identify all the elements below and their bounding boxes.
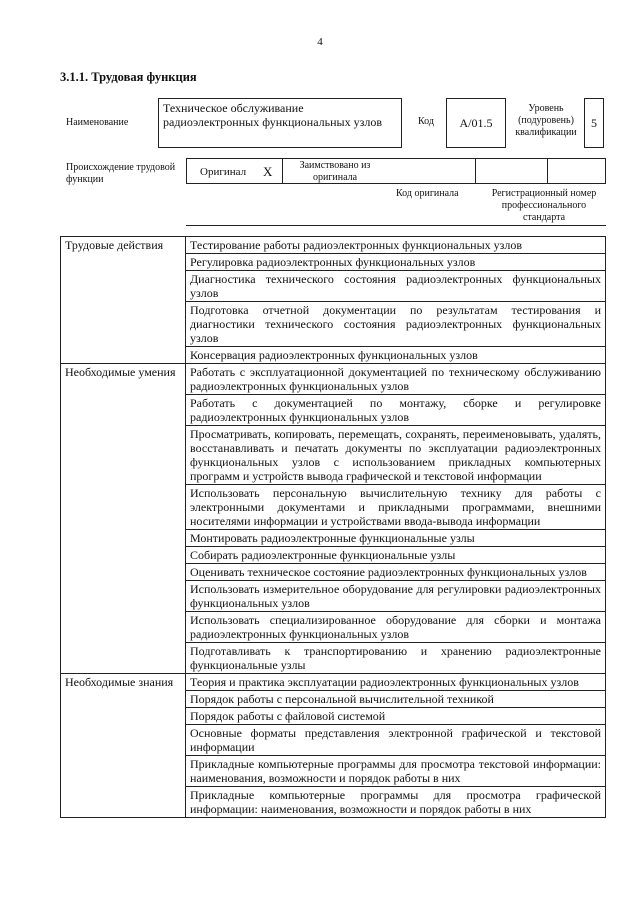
name-label: Наименование [66, 117, 129, 128]
page-number: 4 [317, 36, 323, 48]
table-cell: Консервация радиоэлектронных функциональных узлов [186, 347, 606, 364]
table-cell: Подготовка отчетной документации по результатам тестирования и диагностики технического состояния радиоэлектронных функциональных узлов [186, 302, 606, 347]
table-cell: Порядок работы с персональной вычислительной техникой [186, 691, 606, 708]
table-cell: Прикладные компьютерные программы для просмотра графической информации: наименования, возможности и порядок работы в них [186, 787, 606, 818]
category-cell: Необходимые знания [61, 674, 186, 818]
code-original-label: Код оригинала [396, 188, 459, 199]
function-code: А/01.5 [446, 98, 506, 148]
code-label: Код [418, 116, 434, 127]
table-cell: Работать с эксплуатационной документацией по техническому обслуживанию радиоэлектронных функциональных узлов [186, 364, 606, 395]
borrowed-label: Заимствовано из оригинала [299, 160, 371, 183]
table-row [61, 237, 606, 254]
table-cell: Использовать измерительное оборудование для регулировки радиоэлектронных функциональных узлов [186, 581, 606, 612]
table-cell: Использовать специализированное оборудование для сборки и монтажа радиоэлектронных функциональных узлов [186, 612, 606, 643]
table-cell: Работать с документацией по монтажу, сборке и регулировке радиоэлектронных функциональных узлов [186, 395, 606, 426]
origin-label: Происхождение трудовой функции [66, 162, 176, 185]
table-cell: Основные форматы представления электронной графической и текстовой информации [186, 725, 606, 756]
table-cell: Прикладные компьютерные программы для просмотра текстовой информации: наименования, возможности и порядок работы в них [186, 756, 606, 787]
original-label: Оригинал [200, 166, 247, 178]
section-title: 3.1.1. Трудовая функция [60, 70, 197, 84]
table-row [61, 364, 606, 395]
reg-number-label: Регистрационный номер профессионального стандарта [491, 188, 597, 223]
table-cell: Порядок работы с файловой системой [186, 708, 606, 725]
table-cell: Диагностика технического состояния радиоэлектронных функциональных узлов [186, 271, 606, 302]
origin-box [186, 158, 606, 184]
table-row [61, 674, 606, 691]
table-cell: Оценивать техническое состояние радиоэлектронных функциональных узлов [186, 564, 606, 581]
function-table [60, 236, 606, 818]
level-label: Уровень (подуровень) квалификации [515, 103, 577, 138]
table-cell: Монтировать радиоэлектронные функциональные узлы [186, 530, 606, 547]
origin-underline [186, 225, 606, 226]
function-name: Техническое обслуживание радиоэлектронных функциональных узлов [158, 98, 402, 148]
qualification-level: 5 [584, 98, 604, 148]
table-cell: Использовать персональную вычислительную технику для работы с электронными документами и прикладными программами, внешними носителями информации и устройствами ввода-вывода информации [186, 485, 606, 530]
original-mark: X [263, 164, 273, 179]
table-cell: Тестирование работы радиоэлектронных функциональных узлов [186, 237, 606, 254]
category-cell: Необходимые умения [61, 364, 186, 674]
table-cell: Подготавливать к транспортированию и хранению радиоэлектронные функциональные узлы [186, 643, 606, 674]
table-cell: Регулировка радиоэлектронных функциональных узлов [186, 254, 606, 271]
table-cell: Теория и практика эксплуатации радиоэлектронных функциональных узлов [186, 674, 606, 691]
table-cell: Просматривать, копировать, перемещать, сохранять, переименовывать, удалять, восстанавливать и печатать документы по эксплуатации радиоэлектронных функциональных узлов с использованием прикладных компьютерных программ и устройств вывода графической и текстовой информации [186, 426, 606, 485]
category-cell: Трудовые действия [61, 237, 186, 364]
table-cell: Собирать радиоэлектронные функциональные узлы [186, 547, 606, 564]
